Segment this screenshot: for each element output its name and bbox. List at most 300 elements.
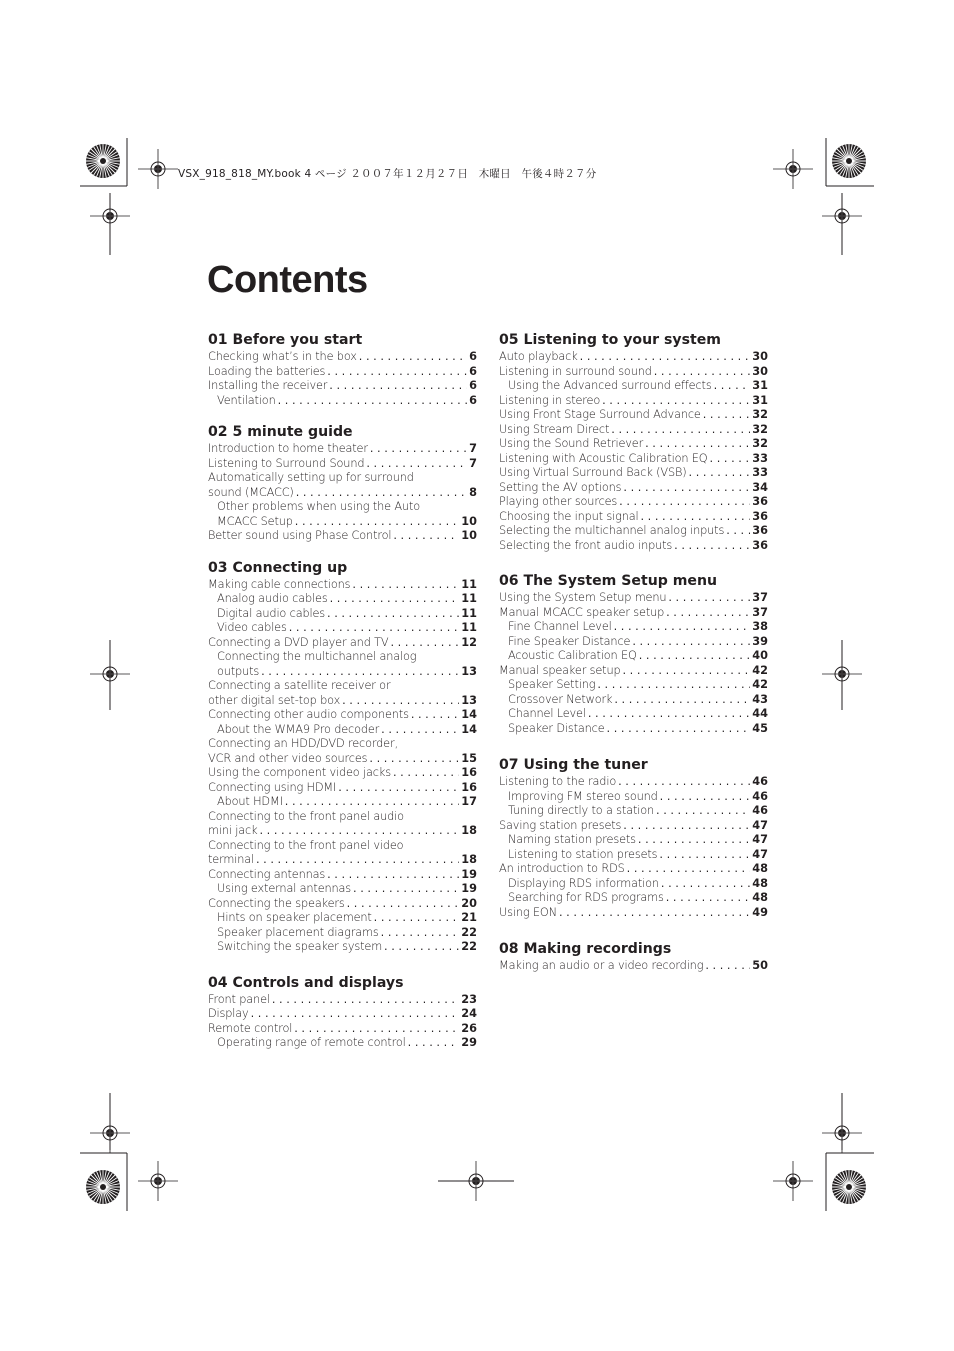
- page-number: 46: [752, 789, 768, 803]
- page-number: 21: [461, 911, 477, 924]
- dot-leader: [614, 693, 750, 708]
- page-number: 33: [752, 451, 768, 465]
- toc-entry[interactable]: [499, 606, 768, 621]
- dot-leader: [674, 539, 750, 554]
- entry-title: Displaying RDS information: [508, 876, 659, 890]
- entry-title: VCR and other video sources: [208, 751, 368, 765]
- dot-leader: [619, 495, 750, 510]
- entry-title: Using the Sound Retriever: [499, 437, 644, 450]
- dot-leader: [359, 350, 467, 365]
- page-number: 46: [752, 804, 768, 817]
- entry-title: Making cable connections: [208, 577, 351, 591]
- page-number: 32: [752, 422, 768, 436]
- dot-leader: [347, 897, 460, 912]
- page-number: 45: [752, 721, 768, 735]
- page-number: 44: [752, 707, 768, 720]
- entry-title: Using Stream Direct: [499, 422, 610, 436]
- toc-subentry[interactable]: [499, 804, 768, 819]
- dot-leader: [660, 790, 751, 805]
- toc-entry[interactable]: [499, 539, 768, 554]
- dot-leader: [261, 665, 459, 680]
- toc-subentry[interactable]: [208, 882, 477, 897]
- page-number: 31: [752, 379, 768, 392]
- entry-title: Speaker Distance: [508, 721, 605, 735]
- entry-title: Connecting other audio components: [208, 708, 409, 721]
- dot-leader: [381, 723, 459, 738]
- toc-entry[interactable]: [499, 365, 768, 380]
- page-number: 36: [752, 509, 768, 523]
- entry-title: Fine Channel Level: [508, 620, 612, 633]
- dot-leader: [623, 819, 750, 834]
- page-number: 20: [461, 896, 477, 910]
- entry-title: Better sound using Phase Control: [208, 529, 392, 542]
- toc-entry[interactable]: [208, 529, 477, 544]
- entry-title: Manual speaker setup: [499, 663, 621, 677]
- entry-title: Installing the receiver: [208, 379, 328, 392]
- page-number: 17: [461, 795, 477, 808]
- page-number: 16: [461, 780, 477, 794]
- dot-leader: [391, 636, 460, 651]
- toc-subentry[interactable]: [208, 911, 477, 926]
- page-number: 14: [461, 722, 477, 736]
- entry-title: terminal: [208, 853, 254, 866]
- entry-title: Improving FM stereo sound: [508, 789, 658, 803]
- toc-entry[interactable]: [499, 495, 768, 510]
- dot-leader: [330, 592, 460, 607]
- toc-entry[interactable]: [208, 578, 477, 593]
- entry-title: Listening in stereo: [499, 393, 601, 407]
- page-number: 13: [461, 664, 477, 678]
- toc-entry[interactable]: [208, 853, 477, 868]
- dot-leader: [260, 824, 460, 839]
- toc-entry[interactable]: [499, 775, 768, 790]
- entry-title: outputs: [217, 664, 260, 678]
- entry-title: Remote control: [208, 1021, 293, 1035]
- entry-title: Ventilation: [217, 393, 276, 407]
- entry-title: About HDMI: [217, 795, 283, 808]
- toc-entry[interactable]: [208, 993, 477, 1008]
- toc-entry[interactable]: [499, 481, 768, 496]
- entry-title: sound (MCACC): [208, 485, 294, 499]
- toc-subentry[interactable]: [499, 848, 768, 863]
- dot-leader: [623, 664, 751, 679]
- entry-title: Using the System Setup menu: [499, 591, 667, 604]
- page-number: 34: [752, 480, 768, 494]
- page-number: 30: [752, 350, 768, 363]
- page-number: 11: [461, 621, 477, 634]
- entry-title: Channel Level: [508, 707, 586, 720]
- page-number: 18: [461, 853, 477, 866]
- toc-entry[interactable]: [499, 466, 768, 481]
- toc-entry[interactable]: [208, 1022, 477, 1037]
- toc-entry[interactable]: [208, 868, 477, 883]
- entry-title: Choosing the input signal: [499, 509, 639, 523]
- toc-entry[interactable]: [499, 591, 768, 606]
- page-number: 11: [461, 592, 477, 605]
- entry-title: Listening in surround sound: [499, 364, 652, 378]
- dot-leader: [639, 649, 751, 664]
- dot-leader: [710, 452, 751, 467]
- page-number: 26: [461, 1021, 477, 1035]
- toc-entry[interactable]: [208, 350, 477, 365]
- toc-section-06-the-system-setup-menu: [499, 572, 768, 736]
- page-number: 37: [752, 605, 768, 619]
- page-number: 11: [461, 577, 477, 591]
- page-number: 32: [752, 408, 768, 421]
- toc-entry[interactable]: [499, 819, 768, 834]
- toc-entry[interactable]: [208, 442, 477, 457]
- page-number: 6: [469, 379, 477, 392]
- dot-leader: [289, 621, 460, 636]
- entry-title: Naming station presets: [508, 833, 636, 846]
- dot-leader: [703, 408, 751, 423]
- dot-leader: [627, 862, 751, 877]
- page-number: 6: [469, 364, 477, 378]
- page-number: 36: [752, 524, 768, 537]
- dot-leader: [588, 707, 750, 722]
- entry-title: Loading the batteries: [208, 364, 326, 378]
- page-number: 14: [461, 708, 477, 721]
- dot-leader: [327, 607, 459, 622]
- toc-subentry[interactable]: [499, 620, 768, 635]
- entry-title: Automatically setting up for surround: [208, 471, 414, 484]
- toc-entry[interactable]: [499, 664, 768, 679]
- entry-title: Saving station presets: [499, 818, 622, 832]
- entry-title: Switching the speaker system: [217, 940, 383, 953]
- toc-subentry[interactable]: [208, 621, 477, 636]
- page-number: 47: [752, 818, 768, 832]
- page-number: 42: [752, 663, 768, 677]
- dot-leader: [366, 457, 467, 472]
- toc-subentry[interactable]: [208, 723, 477, 738]
- toc-subentry[interactable]: [499, 707, 768, 722]
- dot-leader: [370, 442, 467, 457]
- toc-entry[interactable]: [208, 457, 477, 472]
- page-number: 19: [461, 882, 477, 895]
- dot-leader: [659, 848, 750, 863]
- page-number: 39: [752, 634, 768, 648]
- dot-leader: [705, 959, 750, 974]
- toc-subentry[interactable]: [208, 795, 477, 810]
- entry-title: Connecting a satellite receiver or: [208, 679, 391, 692]
- dot-leader: [645, 437, 750, 452]
- toc-subentry[interactable]: [208, 926, 477, 941]
- entry-title: Display: [208, 1007, 249, 1020]
- dot-leader: [611, 423, 750, 438]
- page-number: 6: [469, 350, 477, 363]
- page-number: 40: [752, 649, 768, 662]
- page-number: 8: [469, 485, 477, 499]
- entry-title: Video cables: [217, 621, 287, 634]
- page-number: 23: [461, 992, 477, 1006]
- toc-subentry[interactable]: [499, 649, 768, 664]
- entry-title: Searching for RDS programs: [508, 891, 664, 904]
- entry-title: Connecting to the front panel video: [208, 838, 404, 852]
- toc-subentry[interactable]: [208, 665, 477, 680]
- toc-subentry[interactable]: [499, 790, 768, 805]
- contents-right-column: [499, 331, 768, 974]
- entry-title: Analog audio cables: [217, 592, 328, 605]
- dot-leader: [623, 481, 750, 496]
- toc-entry[interactable]: [499, 350, 768, 365]
- toc-subentry[interactable]: [499, 379, 768, 394]
- page-number: 15: [461, 751, 477, 765]
- dot-leader: [580, 350, 751, 365]
- entry-title: Setting the AV options: [499, 480, 622, 494]
- toc-entry[interactable]: [208, 737, 477, 752]
- toc-subentry[interactable]: [499, 891, 768, 906]
- section-heading: 07 Using the tuner: [499, 757, 648, 773]
- dot-leader: [251, 1007, 460, 1022]
- entry-title: other digital set-top box: [208, 693, 341, 707]
- entry-title: Listening to the radio: [499, 775, 617, 788]
- page-number: 19: [461, 867, 477, 881]
- toc-entry[interactable]: [499, 408, 768, 423]
- entry-title: Other problems when using the Auto: [217, 500, 420, 513]
- entry-title: MCACC Setup: [217, 514, 293, 528]
- entry-title: Connecting antennas: [208, 867, 326, 881]
- toc-section-08-making-recordings: [499, 940, 768, 974]
- dot-leader: [714, 379, 751, 394]
- dot-leader: [342, 694, 459, 709]
- page-number: 18: [461, 824, 477, 837]
- toc-subentry[interactable]: [499, 833, 768, 848]
- toc-entry[interactable]: [208, 1007, 477, 1022]
- entry-title: Listening with Acoustic Calibration EQ: [499, 451, 708, 465]
- entry-title: Operating range of remote control: [217, 1036, 406, 1049]
- section-heading: 02 5 minute guide: [208, 424, 353, 440]
- dot-leader: [618, 775, 750, 790]
- toc-entry[interactable]: [208, 810, 477, 825]
- toc-entry[interactable]: [499, 423, 768, 438]
- entry-title: Using the component video jacks: [208, 766, 391, 779]
- entry-title: Speaker Setting: [508, 678, 596, 691]
- entry-title: Connecting using HDMI: [208, 780, 337, 794]
- entry-title: Using external antennas: [217, 882, 352, 895]
- page-number: 47: [752, 833, 768, 846]
- dot-leader: [668, 591, 750, 606]
- entry-title: Connecting the multichannel analog: [217, 650, 417, 663]
- entry-title: Front panel: [208, 992, 270, 1006]
- dot-leader: [654, 365, 751, 380]
- page-number: 30: [752, 364, 768, 378]
- toc-entry[interactable]: [208, 752, 477, 767]
- dot-leader: [640, 510, 750, 525]
- page-number: 48: [752, 862, 768, 875]
- entry-title: Auto playback: [499, 350, 578, 363]
- dot-leader: [278, 394, 468, 409]
- toc-entry[interactable]: [208, 379, 477, 394]
- page-number: 42: [752, 678, 768, 691]
- dot-leader: [661, 877, 750, 892]
- page-number: 11: [461, 606, 477, 620]
- page-number: 22: [461, 925, 477, 939]
- dot-leader: [352, 578, 459, 593]
- page-number: 13: [461, 693, 477, 707]
- entry-title: Speaker placement diagrams: [217, 925, 379, 939]
- toc-entry[interactable]: [499, 437, 768, 452]
- dot-leader: [614, 620, 751, 635]
- toc-subentry[interactable]: [208, 515, 477, 530]
- page-number: 48: [752, 876, 768, 890]
- entry-title: Playing other sources: [499, 495, 618, 508]
- dot-leader: [381, 926, 460, 941]
- dot-leader: [369, 752, 459, 767]
- page-number: 38: [752, 620, 768, 633]
- dot-leader: [393, 529, 459, 544]
- page-number: 12: [461, 635, 477, 649]
- page-number: 47: [752, 847, 768, 861]
- dot-leader: [296, 486, 467, 501]
- dot-leader: [602, 394, 750, 409]
- toc-entry[interactable]: [208, 839, 477, 854]
- page-number: 16: [461, 766, 477, 779]
- dot-leader: [285, 795, 460, 810]
- toc-section-02-5-minute-guide: [208, 423, 477, 544]
- page-number: 7: [469, 442, 477, 455]
- section-heading: 04 Controls and displays: [208, 974, 404, 991]
- entry-title: Connecting an HDD/DVD recorder,: [208, 737, 398, 750]
- page-number: 32: [752, 437, 768, 450]
- section-heading: 05 Listening to your system: [499, 332, 721, 348]
- contents-left-column: [208, 331, 477, 1051]
- dot-leader: [689, 466, 751, 481]
- section-heading: 06 The System Setup menu: [499, 573, 718, 589]
- toc-subentry[interactable]: [208, 394, 477, 409]
- dot-leader: [294, 1022, 459, 1037]
- page-number: 49: [752, 905, 768, 919]
- section-heading: 01 Before you start: [208, 332, 363, 348]
- entry-title: Digital audio cables: [217, 606, 326, 620]
- toc-entry[interactable]: [499, 394, 768, 409]
- page-number: 33: [752, 466, 768, 479]
- entry-title: An introduction to RDS: [499, 862, 625, 875]
- entry-title: Manual MCACC speaker setup: [499, 605, 665, 619]
- section-heading: 08 Making recordings: [499, 941, 672, 957]
- entry-title: Listening to Surround Sound: [208, 456, 365, 470]
- toc-subentry[interactable]: [208, 592, 477, 607]
- entry-title: Using the Advanced surround effects: [508, 379, 712, 392]
- entry-title: Listening to station presets: [508, 847, 658, 861]
- dot-leader: [327, 365, 467, 380]
- dot-leader: [256, 853, 459, 868]
- toc-entry[interactable]: [208, 365, 477, 380]
- toc-entry[interactable]: [499, 452, 768, 467]
- dot-leader: [726, 524, 750, 539]
- dot-leader: [327, 868, 459, 883]
- entry-title: Using Front Stage Surround Advance: [499, 408, 701, 421]
- dot-leader: [393, 766, 459, 781]
- toc-section-03-connecting-up: [208, 559, 477, 955]
- dot-leader: [384, 940, 459, 955]
- dot-leader: [374, 911, 460, 926]
- dot-leader: [329, 379, 467, 394]
- dot-leader: [638, 833, 750, 848]
- entry-title: Crossover Network: [508, 692, 613, 706]
- toc-subentry[interactable]: [208, 1036, 477, 1051]
- page-number: 29: [461, 1036, 477, 1049]
- toc-subentry[interactable]: [499, 722, 768, 737]
- toc-entry[interactable]: [208, 679, 477, 694]
- page-number: 37: [752, 591, 768, 604]
- toc-entry[interactable]: [208, 897, 477, 912]
- dot-leader: [632, 635, 750, 650]
- dot-leader: [295, 515, 460, 530]
- toc-subentry[interactable]: [208, 650, 477, 665]
- page-number: 10: [461, 514, 477, 528]
- toc-entry[interactable]: [208, 824, 477, 839]
- toc-subentry[interactable]: [208, 500, 477, 515]
- page-number: 10: [461, 529, 477, 542]
- dot-leader: [411, 708, 459, 723]
- toc-subentry[interactable]: [499, 877, 768, 892]
- toc-entry[interactable]: [208, 471, 477, 486]
- page-number: 31: [752, 393, 768, 407]
- toc-entry[interactable]: [499, 862, 768, 877]
- entry-title: mini jack: [208, 824, 258, 837]
- dot-leader: [353, 882, 459, 897]
- toc-entry[interactable]: [208, 766, 477, 781]
- toc-entry[interactable]: [208, 781, 477, 796]
- toc-subentry[interactable]: [208, 940, 477, 955]
- entry-title: Tuning directly to a station: [508, 804, 655, 817]
- page-number: 24: [461, 1007, 477, 1020]
- page-number: 6: [469, 393, 477, 407]
- dot-leader: [408, 1036, 460, 1051]
- dot-leader: [338, 781, 459, 796]
- toc-section-04-controls-and-displays: [208, 974, 477, 1051]
- entry-title: Acoustic Calibration EQ: [508, 649, 637, 662]
- entry-title: Connecting the speakers: [208, 896, 345, 910]
- toc-entry[interactable]: [208, 694, 477, 709]
- entry-title: Using EON: [499, 905, 557, 919]
- toc-entry[interactable]: [499, 510, 768, 525]
- toc-entry[interactable]: [208, 486, 477, 501]
- entry-title: Using Virtual Surround Back (VSB): [499, 466, 687, 479]
- dot-leader: [607, 722, 751, 737]
- toc-section-01-before-you-start: [208, 331, 477, 408]
- page-number: 48: [752, 891, 768, 904]
- toc-entry[interactable]: [208, 636, 477, 651]
- toc-section-07-using-the-tuner: [499, 756, 768, 920]
- page-number: 46: [752, 775, 768, 788]
- page-number: 50: [752, 959, 768, 972]
- toc-section-05-listening-to-your-system: [499, 331, 768, 553]
- toc-subentry[interactable]: [499, 635, 768, 650]
- entry-title: Checking what’s in the box: [208, 350, 357, 363]
- page-number: 7: [469, 456, 477, 470]
- entry-title: Selecting the multichannel analog inputs: [499, 524, 725, 537]
- dot-leader: [666, 891, 751, 906]
- entry-title: Hints on speaker placement: [217, 911, 372, 924]
- page-number: 43: [752, 692, 768, 706]
- toc-subentry[interactable]: [499, 678, 768, 693]
- toc-subentry[interactable]: [499, 693, 768, 708]
- dot-leader: [559, 906, 750, 921]
- toc-entry[interactable]: [499, 906, 768, 921]
- entry-title: Connecting a DVD player and TV: [208, 635, 389, 649]
- dot-leader: [597, 678, 750, 693]
- toc-entry[interactable]: [208, 708, 477, 723]
- toc-entry[interactable]: [499, 524, 768, 539]
- dot-leader: [666, 606, 750, 621]
- dot-leader: [656, 804, 750, 819]
- toc-subentry[interactable]: [208, 607, 477, 622]
- toc-entry[interactable]: [499, 959, 768, 974]
- section-heading: 03 Connecting up: [208, 559, 348, 576]
- page-number: 36: [752, 538, 768, 552]
- dot-leader: [272, 993, 459, 1008]
